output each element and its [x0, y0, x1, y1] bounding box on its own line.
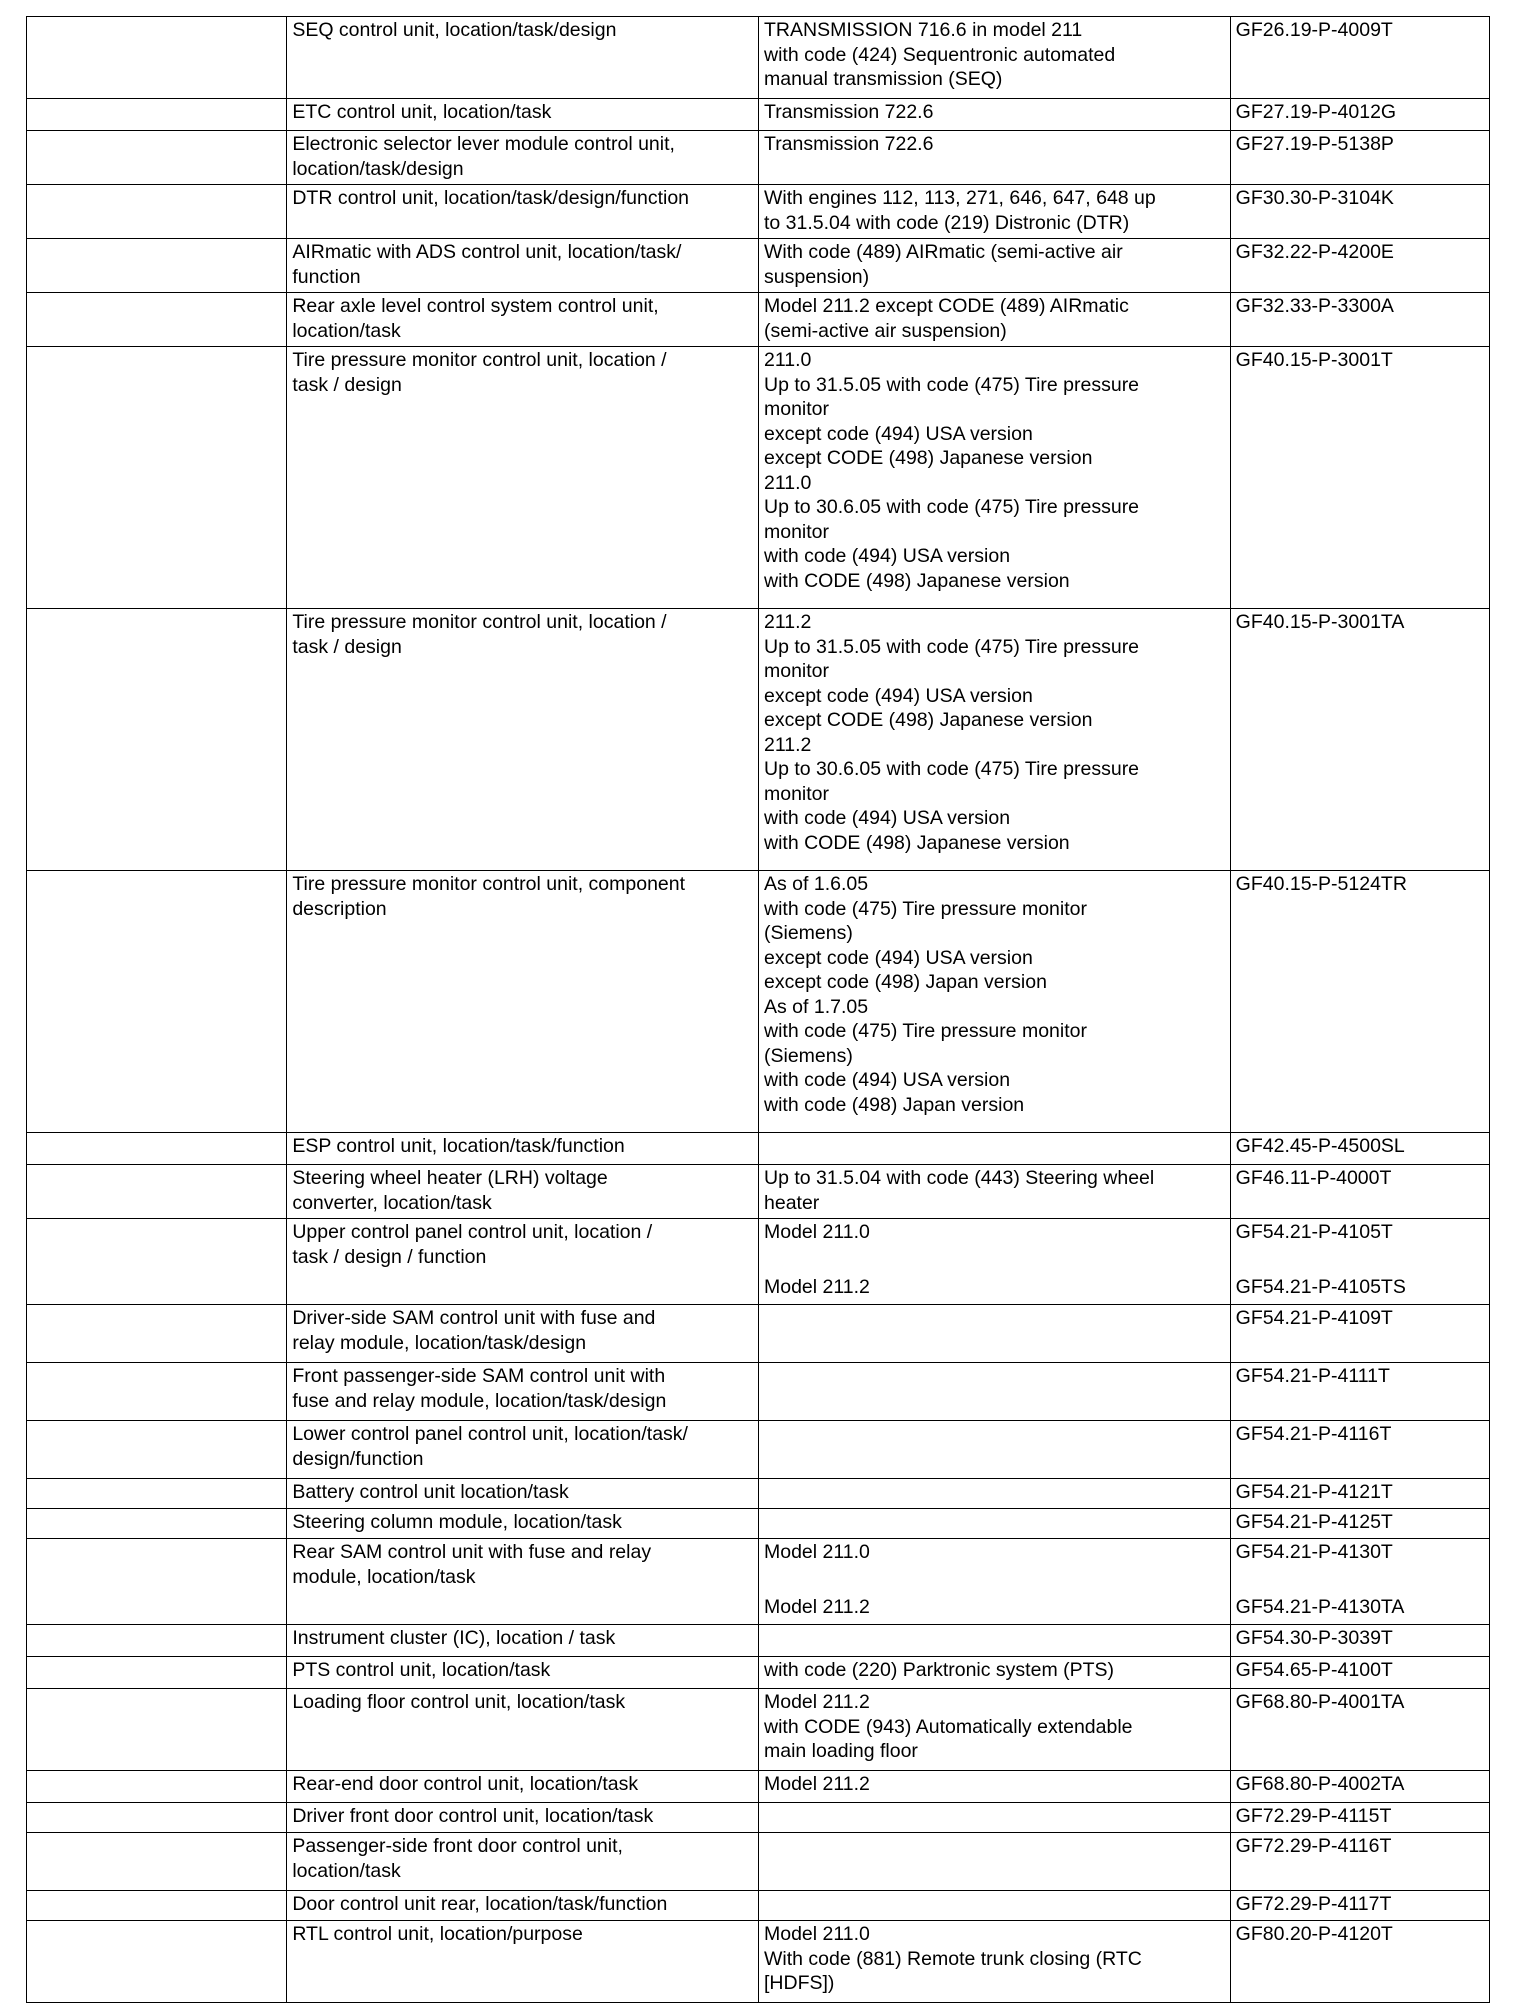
component-cell [287, 1479, 759, 1509]
component-line: Passenger-side front door control unit, [292, 1835, 623, 1857]
document-page [26, 16, 1490, 2003]
component-line: task / design [292, 373, 402, 396]
condition-cell [759, 1689, 1231, 1771]
index-cell [27, 609, 287, 871]
table-row [27, 1421, 1490, 1479]
component-line: location/task [292, 319, 401, 342]
document-number-cell [1230, 1657, 1489, 1689]
condition-line: with code (494) USA version [764, 807, 1011, 829]
index-cell [27, 293, 287, 347]
component-line: AIRmatic with ADS control unit, location/task/ [292, 241, 682, 263]
component-cell [287, 1219, 759, 1305]
document-number-cell [1230, 1891, 1489, 1921]
condition-line: With code (881) Remote trunk closing (RTC [764, 1947, 1142, 1970]
table-row [27, 1771, 1490, 1803]
component-line: Front passenger-side SAM control unit with [292, 1365, 666, 1387]
condition-line: (Siemens) [764, 922, 853, 944]
document-number-cell [1230, 185, 1489, 239]
component-line: location/task/design [292, 157, 464, 180]
document-number-line: GF32.33-P-3300A [1235, 295, 1394, 317]
condition-line: (semi-active air suspension) [764, 319, 1007, 342]
line-gap [1236, 1245, 1483, 1275]
condition-cell [759, 609, 1231, 871]
component-cell [287, 185, 759, 239]
condition-line: 211.2 [764, 733, 812, 756]
document-number-cell [1230, 1421, 1489, 1479]
table-row [27, 1509, 1490, 1539]
condition-cell [759, 1305, 1231, 1363]
component-line: Door control unit rear, location/task/function [292, 1893, 668, 1915]
condition-line: with code (475) Tire pressure monitor [764, 1020, 1087, 1042]
component-cell [287, 609, 759, 871]
table-row [27, 1133, 1490, 1165]
condition-line: except code (494) USA version [764, 684, 1033, 707]
document-number-line: GF72.29-P-4115T [1235, 1805, 1392, 1827]
condition-line: except code (494) USA version [764, 946, 1033, 969]
condition-line: As of 1.6.05 [764, 873, 869, 895]
document-number-cell [1230, 1219, 1489, 1305]
document-number-line: GF80.20-P-4120T [1235, 1923, 1393, 1945]
document-number-cell [1230, 99, 1489, 131]
document-number-line: GF40.15-P-3001TA [1235, 611, 1405, 633]
condition-line: monitor [764, 660, 830, 682]
component-cell [287, 239, 759, 293]
document-number-cell [1230, 1479, 1489, 1509]
condition-line: with code (475) Tire pressure monitor [764, 897, 1087, 920]
condition-line: main loading floor [764, 1740, 918, 1762]
document-number-line: GF54.21-P-4130T [1235, 1541, 1393, 1563]
table-row [27, 239, 1490, 293]
table-row [27, 1803, 1490, 1833]
condition-cell [759, 1539, 1231, 1625]
table-row [27, 17, 1490, 99]
component-line: RTL control unit, location/purpose [292, 1923, 583, 1945]
table-body [27, 17, 1490, 2003]
table-row [27, 1891, 1490, 1921]
component-line: function [292, 265, 361, 288]
component-cell [287, 1771, 759, 1803]
table-row [27, 1305, 1490, 1363]
document-number-cell [1230, 1305, 1489, 1363]
table-row [27, 185, 1490, 239]
condition-line: Model 211.2 [764, 1773, 870, 1795]
line-gap [764, 1565, 1224, 1595]
component-line: Upper control panel control unit, location / [292, 1221, 653, 1243]
condition-line: Up to 31.5.05 with code (475) Tire pressure [764, 373, 1140, 396]
component-cell [287, 1363, 759, 1421]
index-cell [27, 1509, 287, 1539]
index-cell [27, 1219, 287, 1305]
component-cell [287, 1833, 759, 1891]
index-cell [27, 1891, 287, 1921]
table-row [27, 1921, 1490, 2003]
component-cell [287, 1689, 759, 1771]
condition-line: with code (494) USA version [764, 1069, 1011, 1091]
condition-cell [759, 17, 1231, 99]
component-line: Tire pressure monitor control unit, component [292, 873, 686, 895]
component-line: Rear SAM control unit with fuse and relay [292, 1541, 652, 1563]
table-row [27, 871, 1490, 1133]
index-cell [27, 239, 287, 293]
document-number-cell [1230, 1921, 1489, 2003]
document-number-line: GF46.11-P-4000T [1235, 1167, 1392, 1189]
condition-cell [759, 293, 1231, 347]
component-cell [287, 1305, 759, 1363]
control-unit-reference-table [26, 16, 1490, 2003]
condition-line: 211.0 [764, 349, 812, 371]
condition-line: Model 211.0 [764, 1221, 870, 1243]
component-line: module, location/task [292, 1565, 476, 1588]
document-number-cell [1230, 17, 1489, 99]
condition-line: TRANSMISSION 716.6 in model 211 [764, 19, 1083, 41]
document-number-line: GF72.29-P-4116T [1235, 1835, 1392, 1857]
index-cell [27, 1479, 287, 1509]
condition-cell [759, 1363, 1231, 1421]
condition-line: Transmission 722.6 [764, 101, 934, 123]
component-cell [287, 17, 759, 99]
document-number-cell [1230, 1133, 1489, 1165]
component-line: task / design / function [292, 1245, 487, 1268]
component-cell [287, 99, 759, 131]
document-number-cell [1230, 1833, 1489, 1891]
condition-line: Transmission 722.6 [764, 133, 934, 155]
table-row [27, 1625, 1490, 1657]
document-number-line: GF54.21-P-4130TA [1235, 1595, 1405, 1618]
condition-line: monitor [764, 520, 830, 543]
condition-cell [759, 1771, 1231, 1803]
condition-line: 211.2 [764, 611, 812, 633]
condition-line: With code (489) AIRmatic (semi-active air [764, 241, 1123, 263]
document-number-cell [1230, 1689, 1489, 1771]
component-cell [287, 1657, 759, 1689]
component-line: Steering wheel heater (LRH) voltage [292, 1167, 608, 1189]
component-line: Tire pressure monitor control unit, location / [292, 349, 667, 371]
table-row [27, 293, 1490, 347]
component-line: task / design [292, 635, 402, 658]
condition-line: to 31.5.04 with code (219) Distronic (DTR) [764, 211, 1130, 234]
component-line: relay module, location/task/design [292, 1331, 587, 1354]
component-cell [287, 293, 759, 347]
condition-cell [759, 1657, 1231, 1689]
table-row [27, 1539, 1490, 1625]
condition-line: with code (424) Sequentronic automated [764, 43, 1116, 66]
index-cell [27, 1625, 287, 1657]
condition-cell [759, 1165, 1231, 1219]
document-number-cell [1230, 1771, 1489, 1803]
document-number-line: GF54.21-P-4109T [1235, 1307, 1393, 1329]
table-row [27, 131, 1490, 185]
condition-line: with CODE (498) Japanese version [764, 831, 1070, 854]
component-line: Tire pressure monitor control unit, location / [292, 611, 667, 633]
component-cell [287, 871, 759, 1133]
component-line: SEQ control unit, location/task/design [292, 19, 617, 41]
document-number-line: GF32.22-P-4200E [1235, 241, 1394, 263]
condition-line: Up to 31.5.04 with code (443) Steering wheel [764, 1167, 1155, 1189]
table-row [27, 609, 1490, 871]
condition-line: Up to 30.6.05 with code (475) Tire pressure [764, 758, 1140, 780]
table-row [27, 1165, 1490, 1219]
index-cell [27, 1133, 287, 1165]
component-cell [287, 347, 759, 609]
document-number-cell [1230, 871, 1489, 1133]
condition-line: Model 211.2 [764, 1275, 870, 1298]
document-number-line: GF40.15-P-5124TR [1235, 873, 1407, 895]
condition-line: monitor [764, 782, 830, 805]
index-cell [27, 347, 287, 609]
condition-line: monitor [764, 398, 830, 420]
condition-line: with CODE (498) Japanese version [764, 569, 1070, 592]
document-number-line: GF54.65-P-4100T [1235, 1659, 1393, 1681]
document-number-line: GF42.45-P-4500SL [1235, 1135, 1405, 1157]
condition-line: (Siemens) [764, 1044, 853, 1067]
component-cell [287, 1539, 759, 1625]
component-line: Rear axle level control system control unit, [292, 295, 659, 317]
condition-cell [759, 1891, 1231, 1921]
condition-cell [759, 185, 1231, 239]
index-cell [27, 1165, 287, 1219]
document-number-cell [1230, 1509, 1489, 1539]
document-number-line: GF72.29-P-4117T [1235, 1893, 1392, 1915]
condition-line: manual transmission (SEQ) [764, 68, 1003, 90]
component-line: ETC control unit, location/task [292, 101, 552, 123]
table-row [27, 1689, 1490, 1771]
component-cell [287, 1891, 759, 1921]
document-number-line: GF54.21-P-4105TS [1235, 1275, 1406, 1298]
index-cell [27, 1657, 287, 1689]
table-row [27, 347, 1490, 609]
condition-cell [759, 1625, 1231, 1657]
component-cell [287, 1625, 759, 1657]
component-line: Driver front door control unit, location/task [292, 1805, 654, 1827]
index-cell [27, 1689, 287, 1771]
index-cell [27, 1803, 287, 1833]
condition-cell [759, 871, 1231, 1133]
condition-cell [759, 1479, 1231, 1509]
component-line: converter, location/task [292, 1191, 492, 1214]
document-number-cell [1230, 1539, 1489, 1625]
condition-line: Up to 30.6.05 with code (475) Tire pressure [764, 496, 1140, 518]
index-cell [27, 1539, 287, 1625]
component-cell [287, 1133, 759, 1165]
document-number-line: GF26.19-P-4009T [1235, 19, 1393, 41]
document-number-line: GF54.21-P-4116T [1235, 1423, 1392, 1445]
component-line: Rear-end door control unit, location/task [292, 1773, 639, 1795]
line-gap [764, 1245, 1224, 1275]
condition-line: except code (494) USA version [764, 422, 1033, 445]
table-row [27, 99, 1490, 131]
condition-line: except code (498) Japan version [764, 971, 1047, 993]
document-number-cell [1230, 609, 1489, 871]
index-cell [27, 17, 287, 99]
condition-cell [759, 99, 1231, 131]
index-cell [27, 1363, 287, 1421]
document-number-line: GF27.19-P-5138P [1235, 133, 1394, 155]
component-line: Electronic selector lever module control unit, [292, 133, 675, 155]
table-row [27, 1219, 1490, 1305]
condition-cell [759, 1833, 1231, 1891]
document-number-cell [1230, 1625, 1489, 1657]
table-row [27, 1833, 1490, 1891]
document-number-cell [1230, 1363, 1489, 1421]
index-cell [27, 871, 287, 1133]
component-line: PTS control unit, location/task [292, 1659, 551, 1681]
condition-line: with code (494) USA version [764, 545, 1011, 567]
component-line: fuse and relay module, location/task/design [292, 1389, 667, 1412]
condition-line: With engines 112, 113, 271, 646, 647, 648 up [764, 187, 1156, 209]
component-line: DTR control unit, location/task/design/function [292, 187, 690, 209]
condition-line: except CODE (498) Japanese version [764, 709, 1093, 731]
condition-cell [759, 1509, 1231, 1539]
line-gap [1236, 1565, 1483, 1595]
document-number-line: GF40.15-P-3001T [1235, 349, 1393, 371]
component-cell [287, 131, 759, 185]
document-number-line: GF68.80-P-4001TA [1235, 1691, 1405, 1713]
document-number-line: GF54.21-P-4111T [1235, 1365, 1390, 1387]
component-cell [287, 1509, 759, 1539]
component-line: Driver-side SAM control unit with fuse and [292, 1307, 656, 1329]
condition-line: Model 211.0 [764, 1541, 870, 1563]
condition-cell [759, 347, 1231, 609]
condition-cell [759, 131, 1231, 185]
document-number-line: GF30.30-P-3104K [1235, 187, 1394, 209]
condition-line: Model 211.0 [764, 1923, 870, 1945]
document-number-cell [1230, 239, 1489, 293]
condition-line: Model 211.2 [764, 1595, 870, 1618]
condition-line: with code (498) Japan version [764, 1093, 1025, 1116]
component-cell [287, 1421, 759, 1479]
component-line: Lower control panel control unit, location/task/ [292, 1423, 688, 1445]
component-cell [287, 1803, 759, 1833]
index-cell [27, 1833, 287, 1891]
document-number-line: GF54.21-P-4105T [1235, 1221, 1393, 1243]
table-row [27, 1363, 1490, 1421]
index-cell [27, 1921, 287, 2003]
condition-cell [759, 1219, 1231, 1305]
component-line: description [292, 897, 387, 920]
condition-cell [759, 1921, 1231, 2003]
condition-cell [759, 239, 1231, 293]
component-line: ESP control unit, location/task/function [292, 1135, 625, 1157]
condition-line: suspension) [764, 265, 870, 288]
table-row [27, 1479, 1490, 1509]
index-cell [27, 1305, 287, 1363]
component-cell [287, 1921, 759, 2003]
condition-line: Model 211.2 except CODE (489) AIRmatic [764, 295, 1129, 317]
index-cell [27, 185, 287, 239]
document-number-line: GF54.21-P-4125T [1235, 1511, 1393, 1533]
condition-line: [HDFS]) [764, 1972, 835, 1994]
document-number-cell [1230, 1803, 1489, 1833]
condition-cell [759, 1133, 1231, 1165]
component-line: Instrument cluster (IC), location / task [292, 1627, 616, 1649]
condition-line: Model 211.2 [764, 1691, 870, 1713]
condition-line: with CODE (943) Automatically extendable [764, 1715, 1133, 1738]
condition-line: heater [764, 1191, 820, 1214]
document-number-line: GF27.19-P-4012G [1235, 101, 1397, 123]
document-number-cell [1230, 293, 1489, 347]
table-row [27, 1657, 1490, 1689]
document-number-line: GF54.30-P-3039T [1235, 1627, 1393, 1649]
condition-cell [759, 1803, 1231, 1833]
document-number-line: GF68.80-P-4002TA [1235, 1773, 1405, 1795]
condition-line: with code (220) Parktronic system (PTS) [764, 1659, 1115, 1681]
document-number-line: GF54.21-P-4121T [1235, 1481, 1393, 1503]
component-line: Loading floor control unit, location/task [292, 1691, 626, 1713]
condition-cell [759, 1421, 1231, 1479]
index-cell [27, 99, 287, 131]
component-line: design/function [292, 1447, 424, 1470]
component-cell [287, 1165, 759, 1219]
component-line: Steering column module, location/task [292, 1511, 622, 1533]
document-number-cell [1230, 131, 1489, 185]
condition-line: except CODE (498) Japanese version [764, 447, 1093, 469]
component-line: Battery control unit location/task [292, 1481, 569, 1503]
condition-line: 211.0 [764, 471, 812, 494]
component-line: location/task [292, 1859, 401, 1882]
index-cell [27, 1771, 287, 1803]
condition-line: As of 1.7.05 [764, 995, 869, 1018]
index-cell [27, 1421, 287, 1479]
index-cell [27, 131, 287, 185]
document-number-cell [1230, 347, 1489, 609]
condition-line: Up to 31.5.05 with code (475) Tire pressure [764, 635, 1140, 658]
document-number-cell [1230, 1165, 1489, 1219]
